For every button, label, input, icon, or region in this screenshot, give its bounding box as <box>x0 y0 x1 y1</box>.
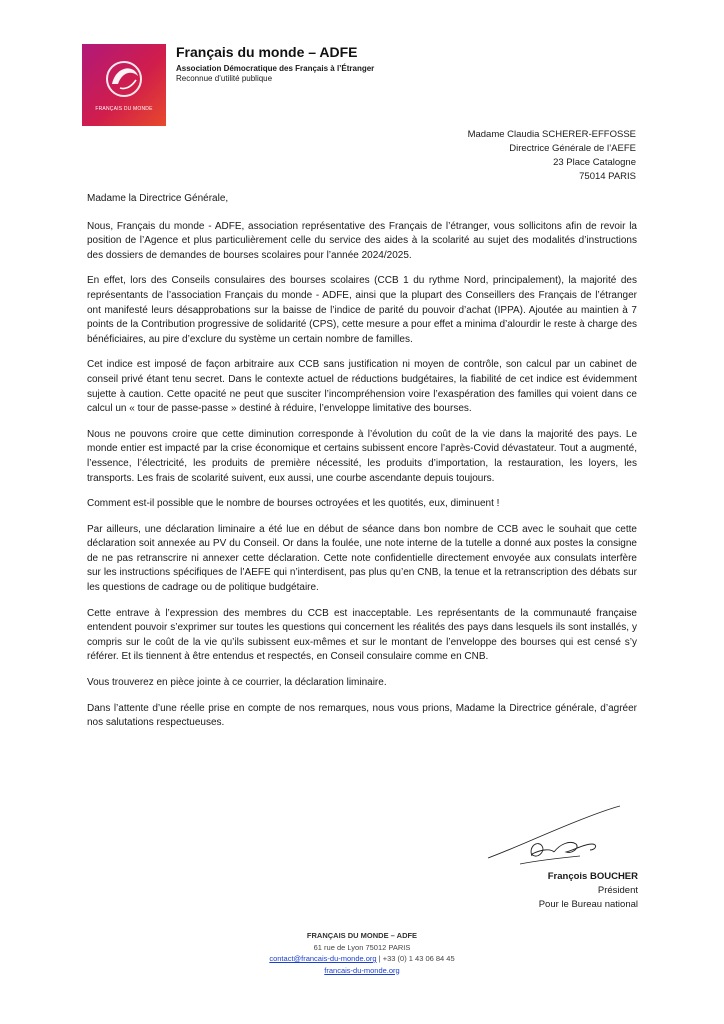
recipient-city: 75014 PARIS <box>579 171 636 182</box>
letter-body <box>87 192 637 742</box>
footer-address: 61 rue de Lyon 75012 PARIS <box>313 942 411 952</box>
website-link[interactable]: francais-du-monde.org <box>324 965 400 975</box>
footer-separator: | <box>376 954 383 963</box>
signatory-on-behalf: Pour le Bureau national <box>538 899 638 910</box>
paragraph: Vous trouverez en pièce jointe à ce courrier, la déclaration liminaire. <box>87 677 387 689</box>
paragraph: Nous ne pouvons croire que cette diminution corresponde à l’évolution du coût de la vie dans la majorité des pays. Le monde entier est impacté par la crise économique et certains subissent encore l’après-Covid dévastateur. Tout a augmenté, l’essence, l’électricité, les produits de première nécessité, les produits d’importation, la restauration, les loyers, les transports. Les frais de scolarité suivent, eux aussi, une courbe ascendante depuis toujours. <box>87 428 637 484</box>
footer-contact-line <box>0 953 724 965</box>
organization-name: Français du monde – ADFE <box>176 44 358 60</box>
footer <box>0 930 724 976</box>
email-link[interactable]: contact@francais-du-monde.org <box>269 954 377 963</box>
recipient-street: 23 Place Catalogne <box>553 157 636 168</box>
footer-title: FRANÇAIS DU MONDE – ADFE <box>306 931 418 940</box>
paragraph: Cet indice est imposé de façon arbitraire aux CCB sans justification ni moyen de contrôle, son calcul par un cabinet de conseil privé étant tenu secret. Dans le contexte actuel de réductions budgétaires, la fiabilité de cet indice est évidemment sujette à caution. Cette opacité ne peut que susciter l’incompréhension voire l’exaspération des familles qui voient dans ce calcul un « tour de passe-passe » destiné à réduire, l’enveloppe limitative des bourses. <box>87 359 637 415</box>
organization-logo <box>82 44 166 126</box>
paragraph: Cette entrave à l’expression des membres du CCB est inacceptable. Les représentants de la communauté française entendent pouvoir s’exprimer sur toutes les questions qui concernent les réalités des pays dans lesquels ils sont installés, y compris sur le coût de la vie qu’ils subissent eux-mêmes et sur le montant de l’enveloppe des bourses qui est censé s’y référer. Et ils tiennent à être entendus et respectés, en Conseil consulaire comme en CNB. <box>87 607 637 663</box>
logo-text: FRANÇAIS DU MONDE <box>95 106 153 112</box>
logo-emblem-icon <box>82 44 166 126</box>
organization-subtitle: Association Démocratique des Français à l’Étranger <box>176 64 375 73</box>
organization-recognition: Reconnue d’utilité publique <box>176 74 273 83</box>
recipient-address <box>468 128 636 184</box>
signatory-role: Président <box>597 885 638 896</box>
paragraph: Par ailleurs, une déclaration liminaire a été lue en début de séance dans bon nombre de CCB avec le souhait que cette déclaration soit annexée au PV du Conseil. Or dans la foulée, une note interne de la tutelle a donné aux postes la consigne de ne pas retranscrire ni annexer cette déclaration. Cette note confidentielle directement envoyée aux consulats interfère sur les instructions spécifiques de l’AEFE qui n’interdisent, pas plus qu’en CNB, la tenue et la retranscription des débats sur les questions de cadrage ou de politique budgétaire. <box>87 523 637 594</box>
signature-block <box>539 870 638 912</box>
handwritten-signature <box>480 800 630 870</box>
letterhead <box>176 44 374 83</box>
recipient-name: Madame Claudia SCHERER-EFFOSSE <box>467 129 636 140</box>
paragraph: Comment est-il possible que le nombre de bourses octroyées et les quotités, eux, diminuent ! <box>87 498 500 510</box>
paragraph: Nous, Français du monde - ADFE, association représentative des Français de l’étranger, vous sollicitons afin de revoir la position de l’Agence et plus particulièrement celle du service des aides à la scolarité au sujet des modalités d’instructions des dossiers de demandes de bourses scolaires pour l’année 2024/2025. <box>87 220 637 261</box>
footer-phone: +33 (0) 1 43 06 84 45 <box>382 954 455 963</box>
paragraph: En effet, lors des Conseils consulaires des bourses scolaires (CCB 1 du rythme Nord, principalement), la majorité des représentants de l’association Français du monde - ADFE, ainsi que la plupart des Conseillers des Français de l’étranger ont manifesté leurs désapprobations sur la baisse de l’indice de parité du pouvoir d’achat (IPPA). Ajoutée au maintien à 7 points de la Contribution progressive de solidarité (CPS), cette mesure a pour effet a minima d’alourdir le reste à charge des bénéficiaires, au pire d’exclure du système un certain nombre de familles. <box>87 275 637 345</box>
signatory-name: François BOUCHER <box>547 871 638 882</box>
salutation: Madame la Directrice Générale, <box>87 193 229 204</box>
closing-paragraph: Dans l’attente d’une réelle prise en compte de nos remarques, nous vous prions, Madame la Directrice générale, d’agréer nos salutations respectueuses. <box>87 702 637 729</box>
recipient-title: Directrice Générale de l’AEFE <box>509 143 636 154</box>
